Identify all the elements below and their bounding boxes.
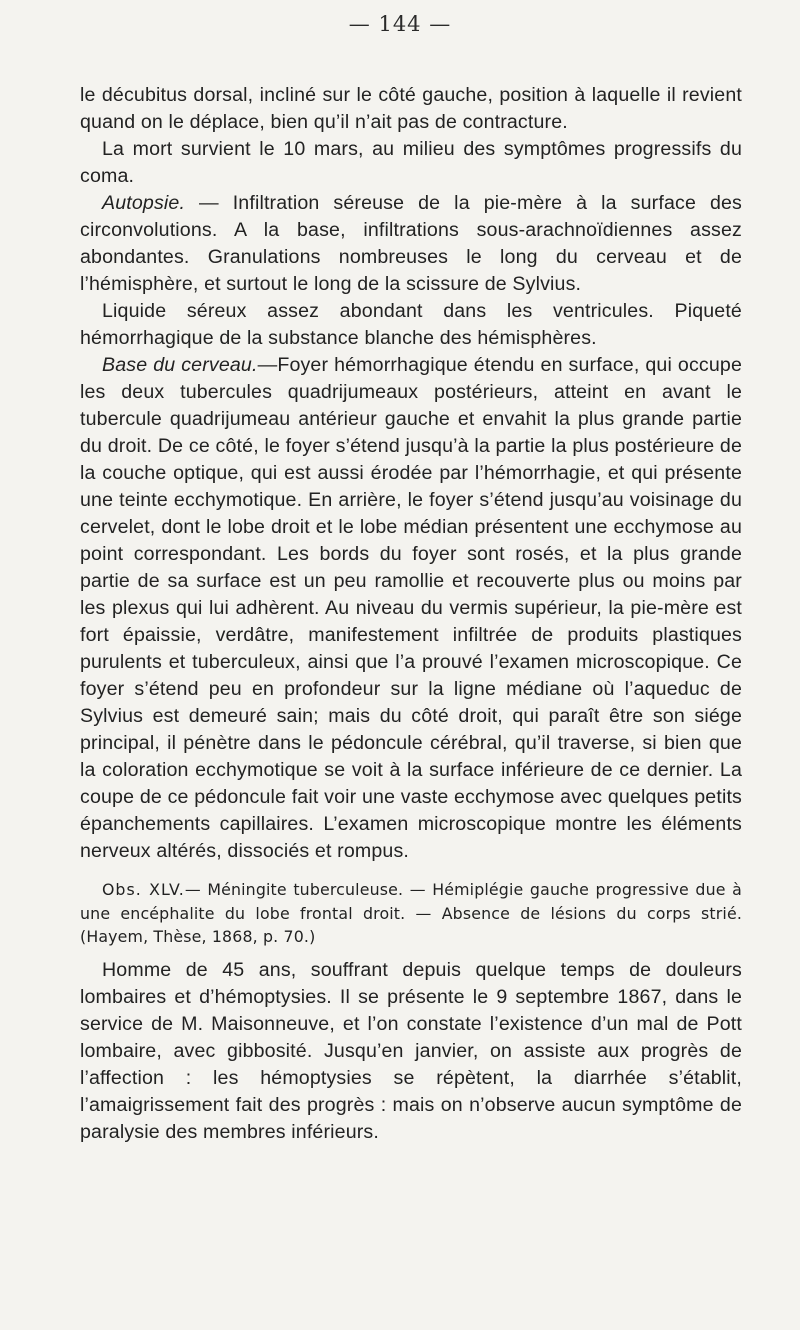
- paragraph-liquid: Liquide séreux assez abondant dans les ventricules. Piqueté hémorrhagique de la substance blanche des hémisphères.: [80, 300, 742, 349]
- paragraph-intro: le décubitus dorsal, incliné sur le côté gauche, position à laquelle il revient quand on le déplace, bien qu’il n’ait pas de contracture.: [80, 84, 742, 133]
- brain-base-text: —Foyer hémorrhagique étendu en surface, qui occupe les deux tubercules quadrijumeaux postérieurs, atteint en avant le tubercule quadrijumeau antérieur gauche et envahit la plus grande partie du droit. De ce côté, le foyer s’étend jusqu’à la partie la plus postérieure de la couche optique, qui est aussi érodée par l’hémorrhagie, et qui présente une teinte ecchymotique. En arrière, le foyer s’étend jusqu’au voisinage du cervelet, dont le lobe droit et le lobe médian présentent une ecchymose au point correspondant. Les bords du foyer sont rosés, et la plus grande partie de sa surface est un peu ramollie et recouverte plus ou moins par les plexus qui lui adhèrent. Au niveau du vermis supérieur, la pie-mère est fort épaissie, verdâtre, manifestement infiltrée de produits plastiques purulents et tuberculeux, ainsi que l’a prouvé l’examen microscopique. Ce foyer s’étend peu en profondeur sur la ligne médiane où l’aqueduc de Sylvius est demeuré sain; mais du côté droit, qui paraît être son siége principal, il pénètre dans le pédoncule cérébral, qu’il traverse, si bien que la coloration ecchymotique se voit à la surface inférieure de ce dernier. La coupe de ce pédoncule fait voir une vaste ecchymose avec quelques petits épanchements capillaires. L’examen microscopique montre les éléments nerveux altérés, dissociés et rompus.: [80, 354, 742, 862]
- paragraph-death: La mort survient le 10 mars, au milieu des symptômes progressifs du coma.: [80, 138, 742, 187]
- paragraph-case: Homme de 45 ans, souffrant depuis quelque temps de douleurs lombaires et d’hémoptysies. Il se présente le 9 septembre 1867, dans le service de M. Maisonneuve, et l’on constate l’existence d’un mal de Pott lombaire, avec gibbosité. Jusqu’en janvier, on assiste aux progrès de l’affection : les hémoptysies se répètent, la diarrhée s’établit, l’amaigrissement fait des progrès : mais on n’observe aucun symptôme de paralysie des membres inférieurs.: [80, 958, 742, 1143]
- paragraph-brain-base: [80, 352, 742, 865]
- paragraph-autopsy: [80, 190, 742, 298]
- observation-heading: [80, 878, 742, 949]
- observation-number: Obs. XLV.: [102, 880, 185, 899]
- autopsy-text: — Infiltration séreuse de la pie-mère à la surface des circonvolutions. A la base, infiltrations sous-arachnoïdiennes assez abondantes. Granulations nombreuses le long du cerveau et de l’hémisphère, et surtout le long de la scissure de Sylvius.: [80, 192, 742, 295]
- brain-base-label: Base du cerveau.: [102, 354, 258, 376]
- page-number: — 144 —: [348, 12, 452, 36]
- body-text: [80, 82, 742, 1146]
- observation-title: — Méningite tuberculeuse. — Hémiplégie gauche progressive due à une encéphalite du lobe frontal droit. — Absence de lésions du corps strié. (Hayem, Thèse, 1868, p. 70.): [80, 880, 742, 946]
- autopsy-label: Autopsie.: [102, 192, 186, 214]
